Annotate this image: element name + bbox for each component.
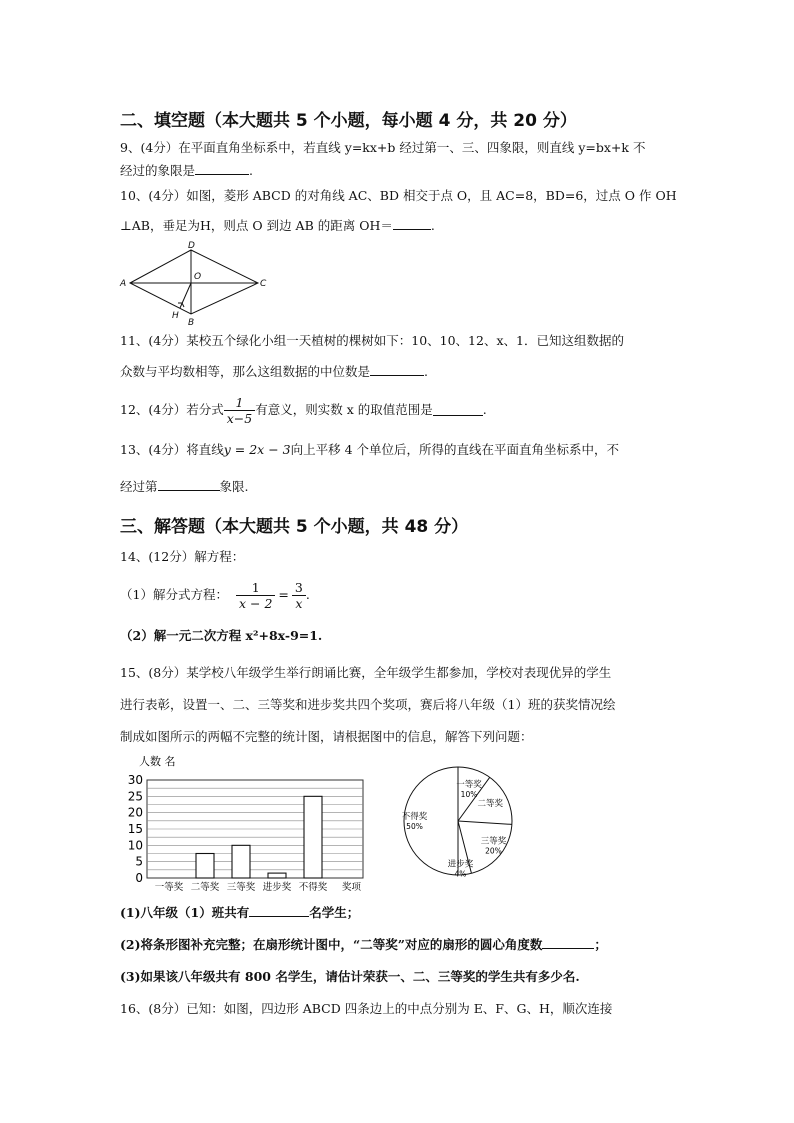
bar-xtick-label: 不得奖 — [298, 882, 328, 893]
bar-xtick-label: 二等奖 — [190, 882, 220, 893]
q15-sub2-blank[interactable] — [542, 937, 594, 949]
q14-right-numerator: 3 — [292, 580, 306, 596]
label-b: B — [188, 318, 195, 328]
q15-sub2 — [120, 937, 607, 953]
q15-line3: 制成如图所示的两幅不完整的统计图，请根据图中的信息，解答下列问题： — [120, 729, 533, 744]
bar-yticks — [128, 773, 143, 885]
q9-answer-blank[interactable] — [195, 163, 249, 175]
pie-percent-label: 10% — [460, 790, 478, 800]
q9-line2-text: 经过的象限是 — [120, 163, 196, 178]
q11-line2 — [120, 364, 428, 380]
q13-text-pre: 13、(4分）将直线 — [120, 442, 224, 457]
q16-line1: 16、(8分）已知：如图，四边形 ABCD 四条边上的中点分别为 E、F、G、H，顺次连接 — [120, 1001, 613, 1016]
rhombus-outline — [130, 250, 258, 314]
q15-sub1-text: (1)八年级（1）班共有 — [120, 905, 250, 920]
q15-sub2-text: (2)将条形图补充完整；在扇形统计图中，“二等奖”对应的扇形的圆心角度数 — [120, 937, 543, 952]
bar-5 — [304, 796, 322, 878]
q13-line2-text: 经过第 — [120, 479, 158, 494]
q13-line1 — [120, 442, 619, 458]
q14-left-fraction — [236, 580, 275, 611]
bar-ytick-label: 15 — [127, 822, 143, 836]
q9-line2-end: . — [249, 163, 253, 178]
bar-xtick-label: 三等奖 — [226, 882, 256, 893]
q10-line1: 10、(4分）如图，菱形 ABCD 的对角线 AC、BD 相交于点 O，且 AC=8，BD=6，过点 O 作 OH — [120, 188, 677, 203]
q14-sub2: （2）解一元二次方程 x²+8x-9=1. — [120, 628, 323, 643]
q14-right-denominator: x — [295, 595, 303, 611]
q14-right-fraction — [292, 580, 306, 611]
label-c: C — [260, 279, 267, 289]
pie-percent-label: 4% — [454, 869, 467, 879]
q12-text-pre: 12、(4分）若分式 — [120, 402, 224, 417]
q15-sub1 — [120, 905, 359, 921]
pie-slice-label: 一等奖 — [456, 780, 482, 791]
pie-slice-label: 不得奖 — [401, 812, 428, 822]
q11-line2-text: 众数与平均数相等，那么这组数据的中位数是 — [120, 364, 371, 379]
q13-line2-end: 象限. — [219, 479, 249, 494]
q14-sub1 — [120, 576, 310, 614]
section-title-answer: 三、解答题（本大题共 5 个小题，共 48 分） — [120, 517, 469, 537]
q15-sub2-end: ； — [594, 937, 607, 952]
bar-2 — [196, 854, 214, 879]
q15-sub1-blank[interactable] — [249, 905, 309, 917]
section-title-fill-in: 二、填空题（本大题共 5 个小题，每小题 4 分，共 20 分） — [120, 111, 577, 131]
bar-xticks — [155, 881, 328, 893]
label-a: A — [120, 279, 127, 289]
bar-xlabel: 奖项 — [342, 882, 362, 893]
q11-answer-blank[interactable] — [370, 364, 424, 376]
q14-sub1-end: . — [305, 587, 310, 602]
q15-line1: 15、(8分）某学校八年级学生举行朗诵比赛，全年级学生都参加，学校对表现优异的学生 — [120, 665, 612, 680]
q15-sub1-end: 名学生； — [309, 905, 360, 920]
pie-chart — [398, 758, 528, 888]
q13-text-post: 向上平移 4 个单位后，所得的直线在平面直角坐标系中，不 — [290, 442, 620, 457]
segment-oh — [180, 283, 191, 308]
q14-sub1-text: （1）解分式方程： — [120, 587, 228, 602]
q10-line2-end: . — [430, 218, 435, 233]
q13-line2 — [120, 479, 249, 495]
pie-slice-label: 二等奖 — [477, 798, 504, 809]
pie-percent-label: 50% — [406, 822, 423, 831]
bar-4 — [268, 873, 286, 878]
label-h: H — [172, 311, 179, 321]
q10-line2-text: ⊥AB，垂足为H，则点 O 到边 AB 的距离 OH＝ — [120, 218, 393, 233]
pie-slice-label: 进步奖 — [447, 859, 474, 870]
pie-percent-label: 20% — [485, 846, 502, 856]
q13-answer-blank[interactable] — [158, 479, 220, 491]
q12-line — [120, 392, 487, 428]
bar-grid — [147, 780, 363, 878]
q14-left-denominator: x − 2 — [238, 595, 273, 611]
bar-chart — [115, 752, 365, 898]
label-o: O — [194, 272, 202, 282]
q9-line2 — [120, 163, 253, 179]
bar-ytick-label: 25 — [127, 789, 143, 804]
bar-ylabel: 人数 名 — [139, 755, 176, 768]
q11-line2-end: . — [424, 364, 428, 379]
bar-xtick-label: 一等奖 — [154, 882, 184, 893]
pie-slice-boundary — [458, 821, 512, 824]
q12-text-end: . — [482, 402, 487, 417]
bar-ytick-label: 5 — [135, 854, 143, 869]
label-d: D — [188, 241, 195, 251]
q12-text-post: 有意义，则实数 x 的取值范围是 — [255, 402, 433, 417]
q15-line2: 进行表彰，设置一、二、三等奖和进步奖共四个奖项，赛后将八年级（1）班的获奖情况绘 — [120, 697, 616, 712]
q12-frac-numerator: 1 — [224, 395, 255, 411]
q14-line1: 14、(12分）解方程： — [120, 549, 245, 564]
pie-slice-label: 三等奖 — [480, 836, 507, 847]
q14-equals: = — [278, 587, 289, 602]
bar-ytick-label: 20 — [127, 805, 143, 820]
q14-left-numerator: 1 — [236, 580, 275, 596]
rhombus-figure — [118, 240, 268, 330]
bar-ytick-label: 10 — [127, 838, 143, 853]
q13-formula: y = 2x − 3 — [223, 442, 291, 457]
q12-answer-blank[interactable] — [433, 404, 483, 416]
q10-answer-blank[interactable] — [393, 218, 431, 230]
bar-ytick-label: 0 — [135, 871, 143, 885]
q12-fraction — [224, 395, 255, 426]
q12-frac-denominator: x−5 — [226, 410, 253, 426]
q10-line2 — [120, 218, 435, 234]
bar-ytick-label: 30 — [127, 773, 143, 787]
q15-sub3: (3)如果该八年级共有 800 名学生，请估计荣获一、二、三等奖的学生共有多少名. — [120, 969, 580, 984]
q11-line1: 11、(4分）某校五个绿化小组一天植树的棵树如下：10、10、12、x、1．已知这组数据的 — [120, 333, 624, 348]
q9-line1: 9、(4分）在平面直角坐标系中，若直线 y=kx+b 经过第一、三、四象限，则直线 y=bx+k 不 — [120, 140, 646, 155]
bar-xtick-label: 进步奖 — [262, 882, 292, 893]
bar-3 — [232, 845, 250, 878]
